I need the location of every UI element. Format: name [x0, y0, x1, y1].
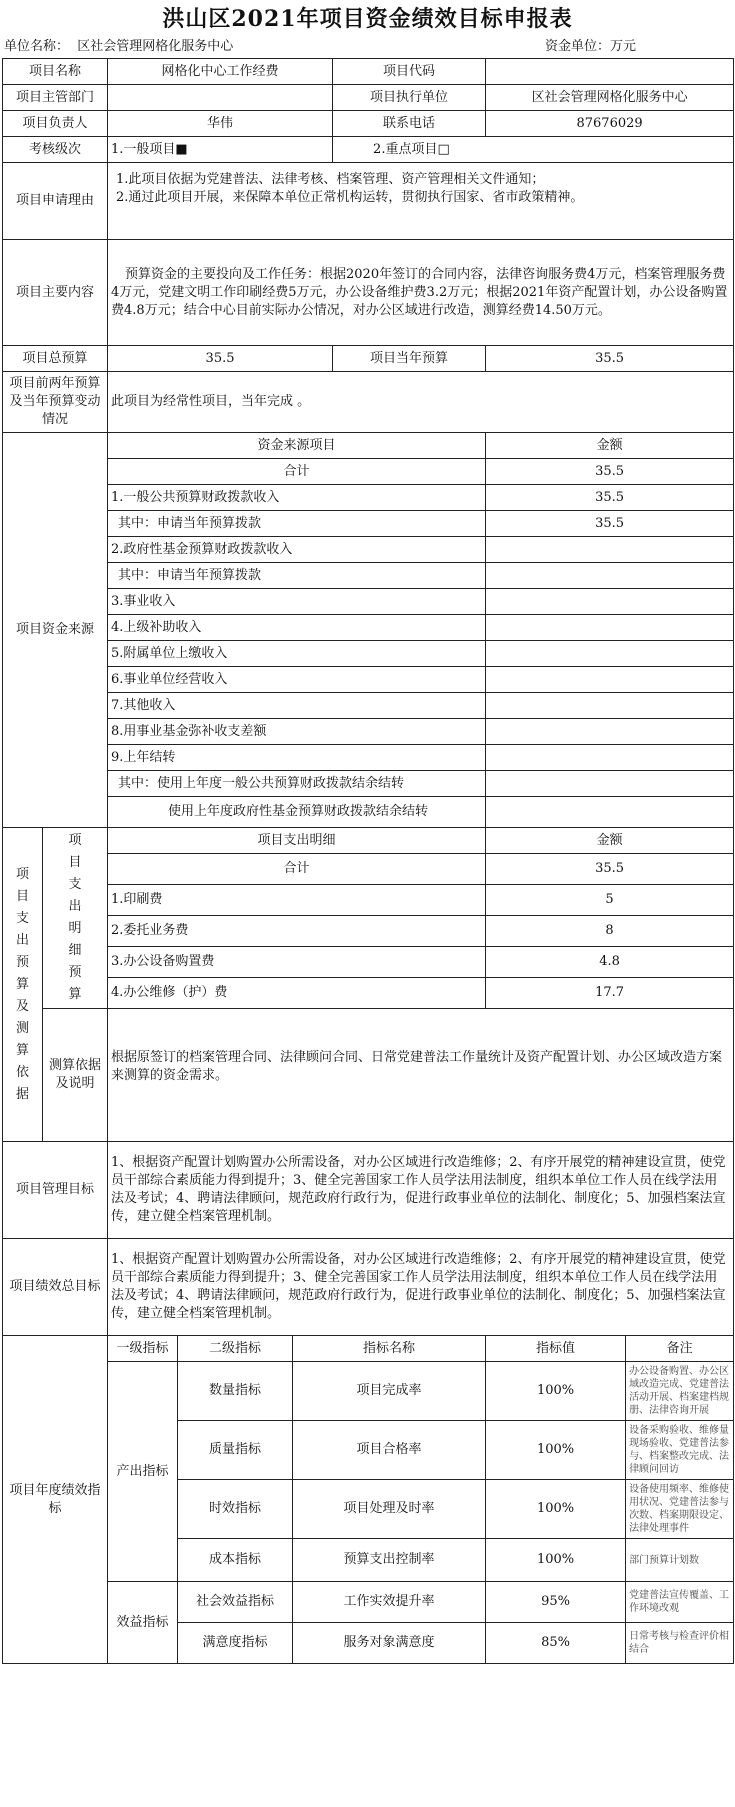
- source-amount: [486, 771, 734, 797]
- ind-level2: 满意度指标: [178, 1623, 293, 1664]
- phone-label: 联系电话: [333, 111, 486, 137]
- unit-label: 单位名称：: [4, 39, 70, 54]
- ind-value: 100%: [486, 1539, 626, 1582]
- ind-name: 项目合格率: [293, 1421, 486, 1480]
- expense-row: [3, 916, 734, 947]
- source-amount: [486, 667, 734, 693]
- row-project-name: [3, 59, 734, 85]
- row-perf: [3, 1239, 734, 1336]
- ind-value: 100%: [486, 1421, 626, 1480]
- source-item: 合计: [108, 459, 486, 485]
- prev-text: 此项目为经常性项目，当年完成 。: [108, 372, 734, 433]
- source-item: 4.上级补助收入: [108, 615, 486, 641]
- ind-level2: 时效指标: [178, 1480, 293, 1539]
- ind-value: 100%: [486, 1480, 626, 1539]
- row-level: [3, 137, 734, 163]
- project-name: 网格化中心工作经费: [108, 59, 333, 85]
- ind-level2: 质量指标: [178, 1421, 293, 1480]
- ind-note: 部门预算计划数: [626, 1539, 734, 1582]
- expense-item: 1.印刷费: [108, 885, 486, 916]
- source-item: 1.一般公共预算财政拨款收入: [108, 485, 486, 511]
- source-label: 项目资金来源: [3, 433, 108, 828]
- source-amount: [486, 615, 734, 641]
- source-item: 其中：申请当年预算拨款: [108, 563, 486, 589]
- mgmt-label: 项目管理目标: [3, 1142, 108, 1239]
- perf-text: 1、根据资产配置计划购置办公所需设备，对办公区域进行改造维修；2、有序开展党的精神建设宣贯，使党员干部综合素质能力得到提升；3、健全完善国家工作人员学法用法制度，组织本单位工作人员在线学法用法及考试；4、聘请法律顾问，规范政府行政行为，促进行政事业单位的法制化、制度化；5、加强档案法宣传，建立健全档案管理机制。: [108, 1239, 734, 1336]
- owner-label: 项目负责人: [3, 111, 108, 137]
- source-item: 7.其他收入: [108, 693, 486, 719]
- source-row: [3, 589, 734, 615]
- source-amount: [486, 563, 734, 589]
- source-row: [3, 615, 734, 641]
- source-item: 其中：使用上年度一般公共预算财政拨款结余结转: [108, 771, 486, 797]
- expense-header-item: 项目支出明细: [108, 828, 486, 854]
- unit-name: 区社会管理网格化服务中心: [77, 39, 234, 54]
- source-row: [3, 563, 734, 589]
- source-row: [3, 745, 734, 771]
- project-code-label: 项目代码: [333, 59, 486, 85]
- prev-label: 项目前两年预算及当年预算变动情况: [3, 372, 108, 433]
- expense-outer-label: 项目支出预算及测算依据: [3, 828, 43, 1142]
- source-item: 6.事业单位经营收入: [108, 667, 486, 693]
- source-row: [3, 797, 734, 828]
- exec-value: 区社会管理网格化服务中心: [486, 85, 734, 111]
- project-code: [486, 59, 734, 85]
- reason-text: [108, 163, 734, 240]
- ind-h3: 指标名称: [293, 1336, 486, 1362]
- source-row: [3, 667, 734, 693]
- source-item: 9.上年结转: [108, 745, 486, 771]
- level-label: 考核级次: [3, 137, 108, 163]
- ind-level2: 社会效益指标: [178, 1582, 293, 1623]
- expense-header-amount: 金额: [486, 828, 734, 854]
- source-amount: 35.5: [486, 459, 734, 485]
- source-amount: [486, 745, 734, 771]
- indicator-row: [3, 1582, 734, 1623]
- exec-label: 项目执行单位: [333, 85, 486, 111]
- source-item: 8.用事业基金弥补收支差额: [108, 719, 486, 745]
- ind-name: 服务对象满意度: [293, 1623, 486, 1664]
- phone-value: 87676029: [486, 111, 734, 137]
- ind-name: 项目完成率: [293, 1362, 486, 1421]
- ind-h1: 一级指标: [108, 1336, 178, 1362]
- output-label: 产出指标: [108, 1362, 178, 1582]
- expense-amount: 5: [486, 885, 734, 916]
- expense-inner-label: 项目支出明细预算: [43, 828, 108, 1009]
- expense-amount: 17.7: [486, 978, 734, 1009]
- source-item: 5.附属单位上缴收入: [108, 641, 486, 667]
- source-amount: [486, 693, 734, 719]
- ind-h2: 二级指标: [178, 1336, 293, 1362]
- row-prev: [3, 372, 734, 433]
- ind-name: 工作实效提升率: [293, 1582, 486, 1623]
- indicator-label: 项目年度绩效指标: [3, 1336, 108, 1664]
- source-amount: [486, 641, 734, 667]
- page-title: 洪山区2021年项目资金绩效目标申报表: [162, 6, 573, 32]
- ind-h4: 指标值: [486, 1336, 626, 1362]
- ind-h5: 备注: [626, 1336, 734, 1362]
- basis-row: [3, 1009, 734, 1142]
- source-row: [3, 511, 734, 537]
- row-content: [3, 240, 734, 346]
- level-option-general: 1.一般项目■: [108, 137, 333, 163]
- expense-header-row: [3, 828, 734, 854]
- content-text: 预算资金的主要投向及工作任务：根据2020年签订的合同内容，法律咨询服务费4万元，档案管理服务费4万元，党建文明工作印刷经费5万元，办公设备维护费3.2万元；根据2021年资产配置计划，办公设备购置费4.8万元；结合中心目前实际办公情况，对办公区域进行改造，测算经费14.50万元。: [108, 240, 734, 346]
- source-row: [3, 641, 734, 667]
- source-header-row: [3, 433, 734, 459]
- source-row: [3, 693, 734, 719]
- source-item: 2.政府性基金预算财政拨款收入: [108, 537, 486, 563]
- expense-row: [3, 854, 734, 885]
- ind-note: 设备使用频率、维修使用状况、党建普法参与次数、档案期限设定、法律处理事件: [626, 1480, 734, 1539]
- source-amount: 35.5: [486, 511, 734, 537]
- source-item: 使用上年度政府性基金预算财政拨款结余结转: [108, 797, 486, 828]
- ind-note: 党建普法宣传覆盖、工作环境改观: [626, 1582, 734, 1623]
- current-budget: 35.5: [486, 346, 734, 372]
- reason-line-1: 1.此项目依据为党建普法、法律考核、档案管理、资产管理相关文件通知；: [116, 172, 545, 187]
- source-row: [3, 719, 734, 745]
- dept-value: [108, 85, 333, 111]
- dept-label: 项目主管部门: [3, 85, 108, 111]
- project-name-label: 项目名称: [3, 59, 108, 85]
- total-budget-label: 项目总预算: [3, 346, 108, 372]
- owner-value: 华伟: [108, 111, 333, 137]
- source-header-amount: 金额: [486, 433, 734, 459]
- current-budget-label: 项目当年预算: [333, 346, 486, 372]
- mgmt-text: 1、根据资产配置计划购置办公所需设备，对办公区域进行改造维修；2、有序开展党的精神建设宣贯，使党员干部综合素质能力得到提升；3、健全完善国家工作人员学法用法制度，组织本单位工作人员在线学法用法及考试；4、聘请法律顾问，规范政府行政行为，促进行政事业单位的法制化、制度化；5、加强档案法宣传，建立健全档案管理机制。: [108, 1142, 734, 1239]
- unit-line: [4, 38, 233, 56]
- reason-label: 项目申请理由: [3, 163, 108, 240]
- currency-unit: 资金单位：万元: [545, 39, 637, 54]
- reason-line-2: 2.通过此项目开展，来保障本单位正常机构运转，贯彻执行国家、省市政策精神。: [116, 190, 584, 205]
- row-dept: [3, 85, 734, 111]
- ind-name: 项目处理及时率: [293, 1480, 486, 1539]
- total-budget: 35.5: [108, 346, 333, 372]
- content-label: 项目主要内容: [3, 240, 108, 346]
- source-row: [3, 485, 734, 511]
- expense-item: 3.办公设备购置费: [108, 947, 486, 978]
- row-budget: [3, 346, 734, 372]
- ind-note: 办公设备购置、办公区域改造完成、党建普法活动开展、档案建档规册、法律咨询开展: [626, 1362, 734, 1421]
- ind-value: 85%: [486, 1623, 626, 1664]
- source-amount: [486, 797, 734, 828]
- source-amount: [486, 589, 734, 615]
- expense-item: 2.委托业务费: [108, 916, 486, 947]
- ind-value: 95%: [486, 1582, 626, 1623]
- ind-note: 日常考核与检查评价相结合: [626, 1623, 734, 1664]
- expense-item: 合计: [108, 854, 486, 885]
- row-owner: [3, 111, 734, 137]
- expense-amount: 8: [486, 916, 734, 947]
- perf-label: 项目绩效总目标: [3, 1239, 108, 1336]
- expense-row: [3, 947, 734, 978]
- expense-amount: 4.8: [486, 947, 734, 978]
- basis-text: 根据原签订的档案管理合同、法律顾问合同、日常党建普法工作量统计及资产配置计划、办公区域改造方案来测算的资金需求。: [108, 1009, 734, 1142]
- basis-label: 测算依据及说明: [43, 1009, 108, 1142]
- level-option-key: 2.重点项目□: [333, 137, 734, 163]
- row-mgmt: [3, 1142, 734, 1239]
- ind-note: 设备采购验收、维修量现场验收、党建普法参与、档案整改完成、法律顾问回访: [626, 1421, 734, 1480]
- performance-form-table: [2, 58, 734, 1664]
- expense-row: [3, 885, 734, 916]
- source-item: 3.事业收入: [108, 589, 486, 615]
- source-item: 其中：申请当年预算拨款: [108, 511, 486, 537]
- expense-row: [3, 978, 734, 1009]
- row-reason: [3, 163, 734, 240]
- ind-name: 预算支出控制率: [293, 1539, 486, 1582]
- indicator-row: [3, 1362, 734, 1421]
- source-amount: 35.5: [486, 485, 734, 511]
- ind-level2: 数量指标: [178, 1362, 293, 1421]
- expense-item: 4.办公维修（护）费: [108, 978, 486, 1009]
- source-header-item: 资金来源项目: [108, 433, 486, 459]
- indicator-header-row: [3, 1336, 734, 1362]
- benefit-label: 效益指标: [108, 1582, 178, 1664]
- source-row: [3, 459, 734, 485]
- ind-value: 100%: [486, 1362, 626, 1421]
- source-row: [3, 771, 734, 797]
- source-row: [3, 537, 734, 563]
- expense-amount: 35.5: [486, 854, 734, 885]
- source-amount: [486, 537, 734, 563]
- source-amount: [486, 719, 734, 745]
- ind-level2: 成本指标: [178, 1539, 293, 1582]
